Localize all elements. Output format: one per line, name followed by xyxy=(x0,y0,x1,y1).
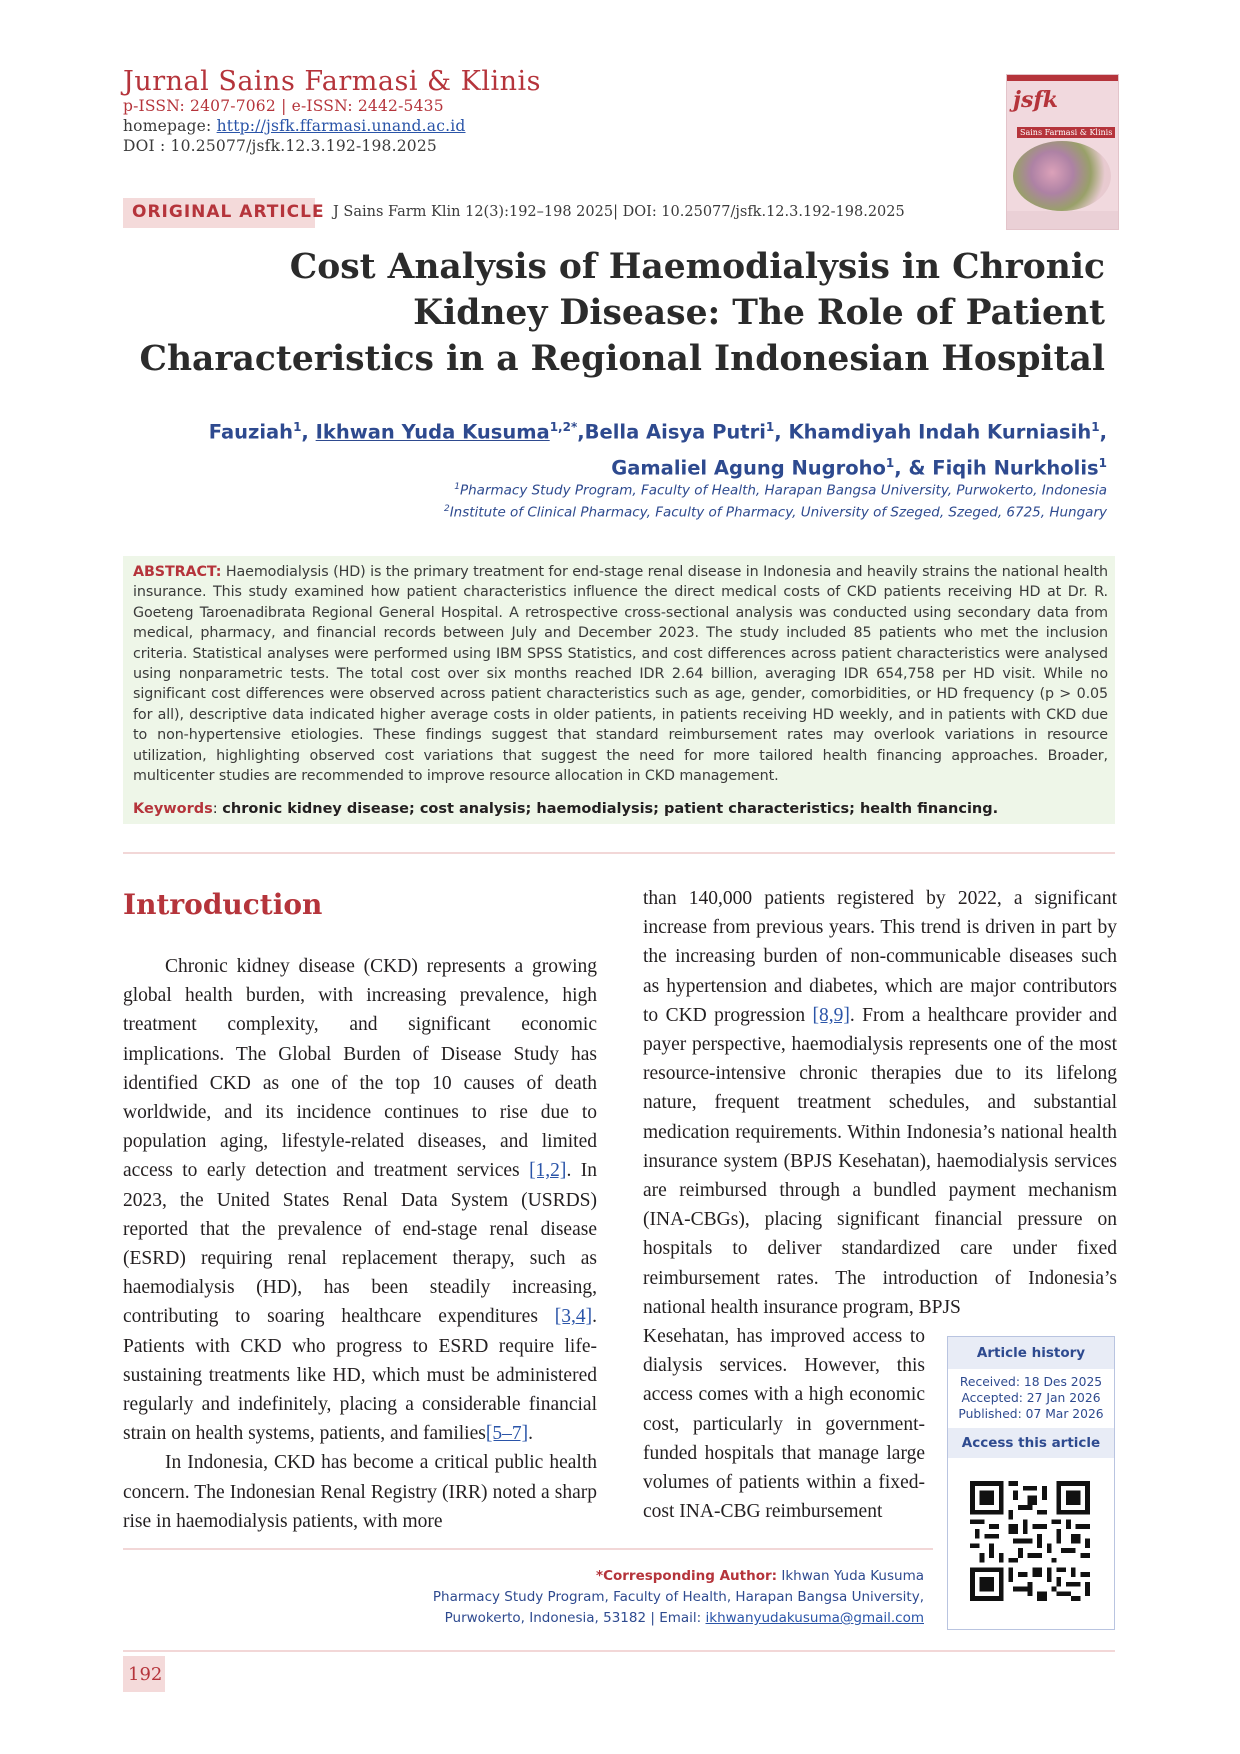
cover-band xyxy=(1007,75,1118,81)
citation-line: J Sains Farm Klin 12(3):192–198 2025| DOI: 10.25077/jsfk.12.3.192-198.2025 xyxy=(333,204,905,220)
journal-name: Jurnal Sains Farmasi & Klinis xyxy=(123,66,541,97)
page-number: 192 xyxy=(128,1664,163,1685)
divider-footnote xyxy=(123,1548,933,1550)
journal-doi: DOI : 10.25077/jsfk.12.3.192-198.2025 xyxy=(123,137,437,155)
cover-footer xyxy=(1007,211,1118,229)
abstract-body: Haemodialysis (HD) is the primary treatment for end-stage renal disease in Indonesia and heavily strains the national health insurance. This study examined how patient characteristics influence the direct medical costs of CKD patients receiving HD at Dr. R. Goeteng Taroenadibrata Regional General Hospital. A retrospective cross-sectional analysis was conducted using secondary data from medical, pharmacy, and financial records between July and December 2023. The study included 85 patients who met the inclusion criteria. Statistical analyses were performed using IBM SPSS Statistics, and cost differences across patient characteristics were analysed using nonparametric tests. The total cost over six months reached IDR 2.64 billion, averaging IDR 654,758 per HD visit. While no significant cost differences were observed across patient characteristics such as age, gender, comorbidities, or HD frequency (p > 0.05 for all), descriptive data indicated higher average costs in older patients, in patients receiving HD weekly, and in patients with CKD due to non-hypertensive etiologies. These findings suggest that standard reimbursement rates may overlook variations in resource utilization, highlighting observed cost variations that suggest the need for more tailored health financing approaches. Broader, multicenter studies are recommended to improve resource allocation in CKD management. xyxy=(133,564,1108,785)
affiliation-sup: 2 xyxy=(443,504,450,514)
author-separator: , xyxy=(577,420,585,444)
received-date: Received: 18 Des 2025 xyxy=(959,1375,1103,1389)
author-name: Gamaliel Agung Nugroho xyxy=(611,456,886,479)
cover-logo: jsfk xyxy=(1013,87,1059,113)
author-list xyxy=(107,412,1107,483)
author-name: Fiqih Nurkholis xyxy=(932,456,1099,479)
corresponding-contact xyxy=(224,1610,924,1626)
corresponding-address: Purwokerto, Indonesia, 53182 | Email: xyxy=(444,1610,706,1626)
affiliation-text: Pharmacy Study Program, Faculty of Health, Harapan Bangsa University, Purwokerto, Indonesia xyxy=(459,482,1107,499)
author-name-link[interactable]: Ikhwan Yuda Kusuma xyxy=(315,420,550,444)
qr-code-icon[interactable] xyxy=(970,1481,1090,1601)
text-run: Chronic kidney disease (CKD) represents a growing global health burden, with increasing prevalence, high treatment complexity, and significant economic implications. The Global Burden of Disease Study has identified CKD as one of the top 10 causes of death worldwide, and its incidence continues to rise due to population aging, lifestyle-related diseases, and limited access to early detection and treatment services xyxy=(123,956,597,1182)
affiliation-1 xyxy=(107,482,1107,499)
corresponding-label: *Corresponding Author: xyxy=(596,1568,778,1584)
paragraph xyxy=(643,884,1117,1322)
text-run: . In 2023, the United States Renal Data System (USRDS) reported that the prevalence of end-stage renal disease (ESRD) requiring renal replacement therapy, such as haemodialysis (HD), has been steadily increasing, contributing to soaring healthcare expenditures xyxy=(123,1160,597,1328)
body-column-right-narrow xyxy=(643,1322,925,1526)
author-name: Fauziah xyxy=(208,420,294,444)
author-sup: 1 xyxy=(765,420,775,434)
author-line-2 xyxy=(107,448,1107,484)
paragraph xyxy=(123,952,597,1448)
author-separator: , & xyxy=(894,456,933,479)
text-run: . Patients with CKD who progress to ESRD require life-sustaining treatments like HD, which must be administered regularly and indefinitely, placing a considerable financial strain on health systems, patients, and families xyxy=(123,1306,597,1445)
keywords-list: chronic kidney disease; cost analysis; haemodialysis; patient characteristics; health financing. xyxy=(222,801,999,817)
author-separator: , xyxy=(774,420,789,444)
divider-bottom xyxy=(123,1650,1115,1652)
homepage-link[interactable]: http://jsfk.ffarmasi.unand.ac.id xyxy=(216,117,466,135)
author-sup: 1 xyxy=(1098,455,1107,470)
affiliation-sup: 1 xyxy=(454,482,460,492)
corresponding-author xyxy=(224,1568,924,1584)
paragraph: In Indonesia, CKD has become a critical public health concern. The Indonesian Renal Registry (IRR) noted a sharp rise in haemodialysis patients, with more xyxy=(123,1452,597,1532)
author-sup: 1 xyxy=(1091,420,1100,434)
cover-artwork xyxy=(1013,141,1111,211)
author-separator: , xyxy=(1099,420,1107,444)
citation-link[interactable]: [1,2] xyxy=(529,1160,567,1182)
article-history-heading: Article history xyxy=(948,1337,1114,1369)
journal-issn: p-ISSN: 2407-7062 | e-ISSN: 2442-5435 xyxy=(123,97,444,115)
keywords-label: Keywords xyxy=(133,801,213,817)
author-name: Bella Aisya Putri xyxy=(584,420,766,444)
access-article-heading: Access this article xyxy=(948,1428,1114,1458)
journal-cover-thumbnail xyxy=(1006,74,1119,230)
article-type: ORIGINAL ARTICLE xyxy=(132,202,325,222)
citation-link[interactable]: [8,9] xyxy=(812,1004,850,1026)
author-sup: 1 xyxy=(293,420,302,434)
accepted-date: Accepted: 27 Jan 2026 xyxy=(961,1391,1101,1405)
email-link[interactable]: ikhwanyudakusuma@gmail.com xyxy=(705,1610,924,1626)
author-sup: 1,2* xyxy=(549,420,578,434)
keywords xyxy=(133,801,998,817)
citation-link[interactable]: [5–7] xyxy=(485,1423,529,1445)
citation-link[interactable]: [3,4] xyxy=(554,1306,593,1328)
text-run: . xyxy=(528,1423,533,1445)
body-column-left xyxy=(123,952,597,1536)
section-heading-introduction: Introduction xyxy=(123,888,323,921)
text-run: . From a healthcare provider and payer perspective, haemodialysis represents one of the most resource-intensive chronic therapies due to its lifelong nature, frequent treatment schedules, and substantial medication requirements. Within Indonesia’s national health insurance system (BPJS Kesehatan), haemodialysis services are reimbursed through a bundled payment mechanism (INA-CBGs), placing significant financial pressure on hospitals to deliver standardized care under fixed reimbursement rates. The introduction of Indonesia’s national health insurance program, BPJS xyxy=(643,1004,1118,1318)
article-history-box xyxy=(947,1336,1115,1630)
affiliation-2 xyxy=(107,504,1107,521)
homepage-label: homepage: xyxy=(123,117,217,135)
divider-top xyxy=(123,852,1115,854)
title-line: Characteristics in a Regional Indonesian Hospital xyxy=(139,339,1105,379)
author-line-1 xyxy=(107,412,1107,448)
keywords-colon: : xyxy=(212,801,223,817)
published-date: Published: 07 Mar 2026 xyxy=(958,1407,1104,1421)
article-title xyxy=(105,244,1105,382)
cover-subtitle: Sains Farmasi & Klinis xyxy=(1017,127,1115,138)
author-separator: , xyxy=(301,420,316,444)
journal-homepage xyxy=(123,117,466,135)
abstract-text xyxy=(133,562,1108,786)
title-line: Kidney Disease: The Role of Patient xyxy=(413,293,1105,333)
abstract-label: ABSTRACT: xyxy=(133,564,222,580)
author-name: Khamdiyah Indah Kurniasih xyxy=(788,420,1092,444)
paragraph: Kesehatan, has improved access to dialysis services. However, this access comes with a high economic cost, particularly in government-funded hospitals that manage large volumes of patients within a fixed-cost INA-CBG reimbursement xyxy=(643,1326,925,1523)
body-column-right xyxy=(643,884,1117,1322)
affiliation-text: Institute of Clinical Pharmacy, Faculty of Pharmacy, University of Szeged, Szeged, 6725, Hungary xyxy=(449,504,1107,521)
title-line: Cost Analysis of Haemodialysis in Chronic xyxy=(289,247,1105,287)
text-run: than 140,000 patients registered by 2022, a significant increase from previous years. This trend is driven in part by the increasing burden of non-communicable diseases such as hypertension and diabetes, which are major contributors to CKD progression xyxy=(643,888,1117,1026)
author-sup: 1 xyxy=(885,455,895,470)
corresponding-name: Ikhwan Yuda Kusuma xyxy=(777,1568,924,1584)
corresponding-affiliation: Pharmacy Study Program, Faculty of Health, Harapan Bangsa University, xyxy=(432,1589,924,1605)
